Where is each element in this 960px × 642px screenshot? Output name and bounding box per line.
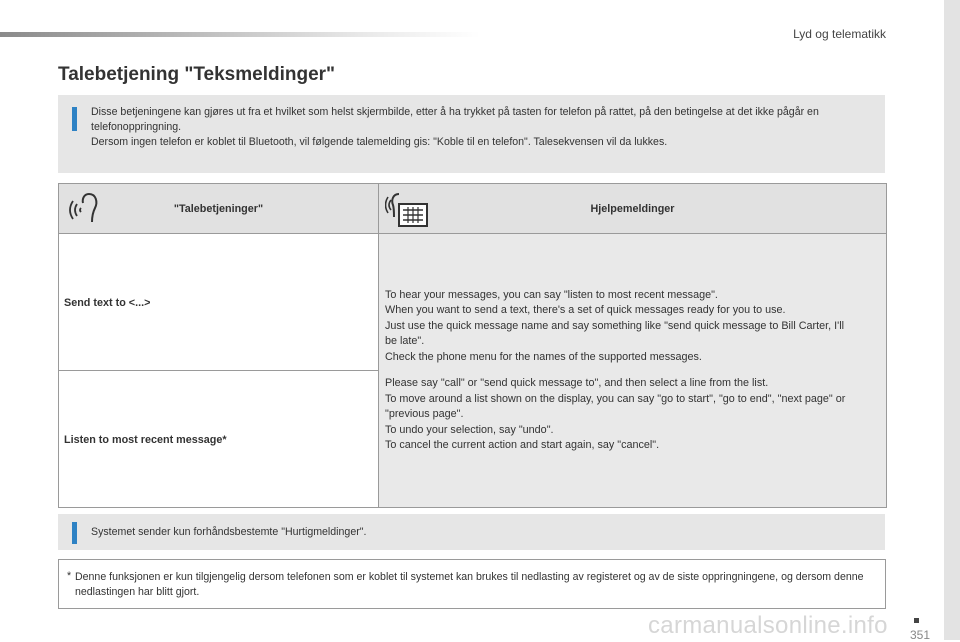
col-header-help xyxy=(379,184,887,234)
command-cell xyxy=(59,371,379,508)
command-label: Listen to most recent message* xyxy=(64,434,227,446)
info-box-top xyxy=(58,95,885,173)
help-paragraph xyxy=(385,376,856,454)
help-line: Just use the quick message name and say something like "send quick message to Bill Carter, I'll be late". xyxy=(385,319,844,347)
footnote-text: Denne funksjonen er kun tilgjengelig dersom telefonen som er koblet til systemet kan brukes til nedlasting av registeret og av de siste oppringningene, og dersom denne nedlastingen har blitt gjort. xyxy=(75,571,864,598)
help-line: To cancel the current action and start again, say "cancel". xyxy=(385,439,660,451)
help-line: When you want to send a text, there's a set of quick messages ready for you to use. xyxy=(385,304,786,316)
page-marker xyxy=(914,618,919,623)
voice-command-table xyxy=(58,183,887,508)
help-message-icon xyxy=(385,190,429,230)
command-cell xyxy=(59,234,379,371)
info-icon xyxy=(72,107,77,131)
table-header-row xyxy=(59,184,887,234)
page-edge-strip xyxy=(944,0,960,640)
watermark: carmanualsonline.info xyxy=(648,612,888,639)
col-header-help-label: Hjelpemeldinger xyxy=(590,202,675,215)
col-header-commands-label: "Talebetjeninger" xyxy=(173,202,264,215)
info-icon xyxy=(72,522,77,544)
help-line: Check the phone menu for the names of the supported messages. xyxy=(385,350,702,363)
page-number: 351 xyxy=(910,628,931,642)
voice-command-icon xyxy=(65,190,101,226)
command-label: Send text to <...> xyxy=(64,297,151,309)
info-top-line1: Disse betjeningene kan gjøres ut fra et hvilket som helst skjermbilde, etter å ha trykket på tasten for telefon på rattet, på den betingelse at det ikke pågår en telefonoppringning. xyxy=(91,106,819,133)
help-messages-cell xyxy=(379,234,887,508)
help-paragraph xyxy=(385,288,856,366)
help-line: To move around a list shown on the display, you can say "go to start", "go to end", "next page" or "previous page". xyxy=(385,392,846,420)
help-line: Please say "call" or "send quick message to", and then select a line from the list. xyxy=(385,377,769,389)
page-title: Talebetjening "Teksmeldinger" xyxy=(58,64,336,85)
section-label: Lyd og telematikk xyxy=(793,27,886,41)
col-header-commands xyxy=(59,184,379,234)
help-line: To undo your selection, say "undo". xyxy=(385,423,554,436)
header-gradient-bar xyxy=(0,32,480,37)
info-mid-text: Systemet sender kun forhåndsbestemte "Hurtigmeldinger". xyxy=(91,526,367,538)
footnote-box xyxy=(58,559,886,609)
info-top-line2: Dersom ingen telefon er koblet til Bluetooth, vil følgende talemelding gis: "Koble til en telefon". Talesekvensen vil da lukkes. xyxy=(91,136,668,148)
footnote-marker: * xyxy=(67,570,72,582)
help-line: To hear your messages, you can say "listen to most recent message". xyxy=(385,288,718,301)
table-row xyxy=(59,234,887,371)
info-box-hurtigmeldinger xyxy=(58,514,885,550)
